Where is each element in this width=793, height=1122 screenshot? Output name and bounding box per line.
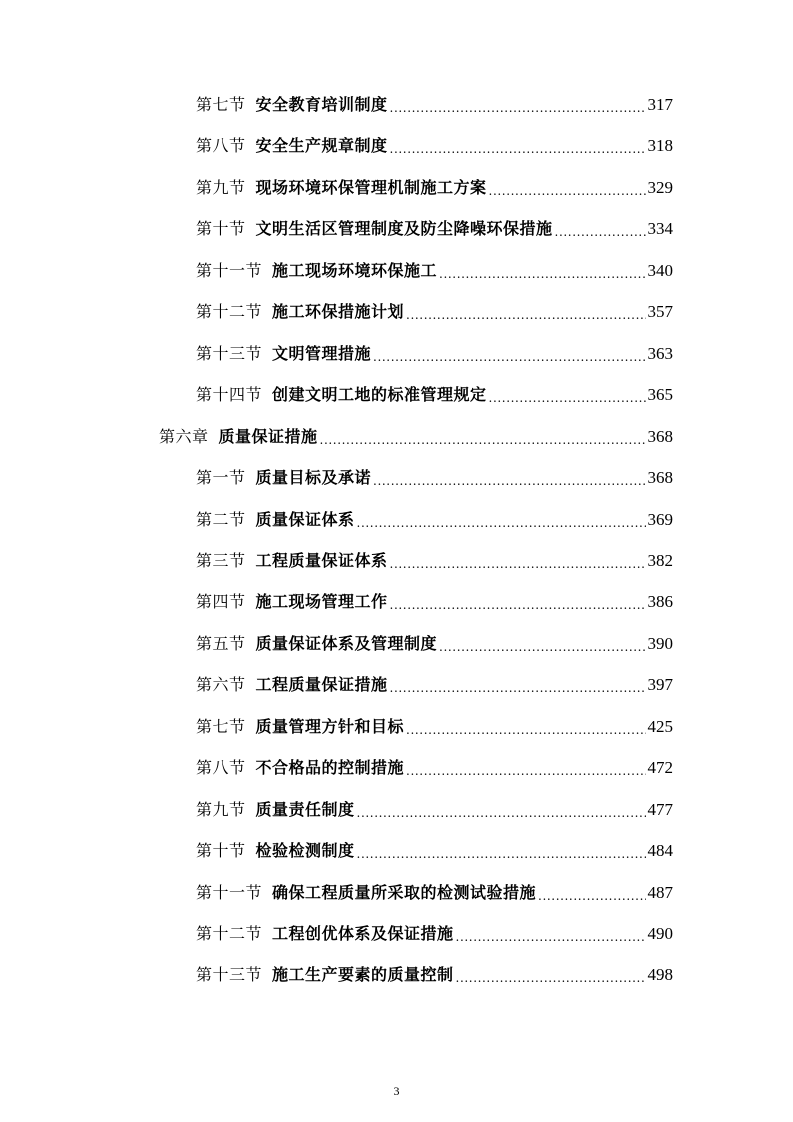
toc-entry[interactable] — [196, 214, 673, 244]
toc-entry[interactable] — [196, 256, 673, 286]
toc-leader-dots — [373, 339, 645, 369]
toc-leader-dots — [390, 90, 646, 120]
toc-entry-label — [196, 463, 371, 493]
toc-entry-prefix: 第一节 — [196, 468, 246, 488]
toc-entry-title: 确保工程质量所采取的检测试验措施 — [272, 882, 537, 902]
toc-leader-dots — [439, 256, 645, 286]
toc-entry-label — [196, 836, 355, 866]
toc-entry-title: 安全教育培训制度 — [255, 95, 388, 114]
toc-leader-dots — [390, 546, 646, 576]
toc-entry-title: 质量保证体系及管理制度 — [255, 633, 438, 653]
toc-entry-label — [159, 422, 318, 452]
toc-entry-page: 340 — [647, 260, 673, 280]
toc-entry-prefix: 第八节 — [196, 136, 246, 156]
toc-leader-dots — [357, 505, 646, 535]
toc-entry[interactable] — [196, 670, 673, 700]
toc-entry-label — [196, 173, 487, 203]
toc-entry[interactable] — [196, 836, 673, 866]
toc-entry-page: 317 — [647, 95, 673, 114]
toc-leader-dots — [555, 214, 646, 244]
toc-entry-page: 363 — [647, 343, 673, 363]
toc-entry-prefix: 第九节 — [196, 799, 246, 819]
toc-leader-dots — [456, 919, 646, 949]
toc-leader-dots — [390, 131, 646, 161]
toc-entry-label — [196, 297, 404, 327]
toc-entry-label — [196, 214, 553, 244]
toc-entry-title: 质量保证体系 — [255, 509, 355, 529]
toc-entry-title: 质量管理方针和目标 — [255, 716, 405, 736]
toc-leader-dots — [489, 380, 646, 410]
toc-entry-prefix: 第十三节 — [196, 343, 263, 363]
toc-entry[interactable] — [196, 546, 673, 576]
toc-entry-label — [196, 505, 355, 535]
toc-entry-label — [196, 670, 388, 700]
toc-entry-title: 施工现场管理工作 — [255, 592, 388, 612]
toc-entry-prefix: 第七节 — [196, 95, 246, 114]
toc-leader-dots — [406, 712, 645, 742]
toc-leader-dots — [538, 878, 645, 908]
toc-entry[interactable] — [196, 587, 673, 617]
toc-entry-label — [196, 587, 388, 617]
toc-entry[interactable] — [196, 505, 673, 535]
toc-entry-page: 498 — [647, 965, 673, 985]
toc-entry-page: 334 — [647, 219, 673, 239]
toc-entry-title: 不合格品的控制措施 — [255, 758, 405, 778]
toc-entry-label — [196, 919, 454, 949]
toc-entry[interactable] — [196, 795, 673, 825]
toc-entry[interactable] — [196, 90, 673, 120]
toc-entry[interactable] — [196, 463, 673, 493]
toc-entry[interactable] — [196, 131, 673, 161]
toc-entry-title: 施工现场环境环保施工 — [272, 260, 438, 280]
toc-chapter-entry[interactable] — [159, 422, 673, 452]
toc-entry-label — [196, 878, 536, 908]
toc-leader-dots — [357, 836, 646, 866]
toc-entry-title: 质量保证措施 — [218, 426, 318, 446]
toc-entry-prefix: 第十节 — [196, 841, 246, 861]
page-number: 3 — [393, 1084, 400, 1098]
toc-leader-dots — [406, 753, 645, 783]
toc-entry-prefix: 第十四节 — [196, 385, 263, 405]
toc-leader-dots — [390, 587, 646, 617]
toc-entry-prefix: 第十二节 — [196, 924, 263, 943]
toc-entry-page: 365 — [647, 385, 673, 405]
toc-entry[interactable] — [196, 919, 673, 949]
toc-entry-page: 369 — [647, 509, 673, 529]
toc-entry-title: 质量责任制度 — [255, 799, 355, 819]
toc-leader-dots — [357, 795, 646, 825]
toc-entry-label — [196, 753, 404, 783]
toc-leader-dots — [390, 670, 646, 700]
toc-entry-prefix: 第五节 — [196, 633, 246, 653]
toc-entry-prefix: 第十节 — [196, 219, 246, 239]
toc-entry[interactable] — [196, 753, 673, 783]
toc-entry-title: 施工生产要素的质量控制 — [272, 965, 454, 985]
toc-entry-label — [196, 90, 388, 120]
toc-entry-label — [196, 131, 388, 161]
toc-entry-page: 487 — [647, 882, 673, 902]
toc-leader-dots — [373, 463, 645, 493]
toc-entry-title: 文明生活区管理制度及防尘降噪环保措施 — [255, 219, 553, 239]
toc-entry-label — [196, 380, 487, 410]
toc-entry-title: 文明管理措施 — [272, 343, 372, 363]
toc-entry-page: 386 — [647, 592, 673, 612]
toc-entry-title: 施工环保措施计划 — [272, 302, 405, 322]
toc-entry[interactable] — [196, 629, 673, 659]
toc-entry-prefix: 第二节 — [196, 509, 246, 529]
toc-entry-page: 368 — [647, 426, 673, 446]
toc-entry-page: 490 — [647, 924, 673, 943]
toc-entry-prefix: 第四节 — [196, 592, 246, 612]
toc-entry-title: 现场环境环保管理机制施工方案 — [255, 177, 487, 197]
toc-entry-title: 质量目标及承诺 — [255, 468, 372, 488]
toc-entry-page: 382 — [647, 550, 673, 570]
toc-entry-title: 创建文明工地的标准管理规定 — [272, 385, 487, 405]
toc-entry-label — [196, 960, 454, 990]
toc-entry-prefix: 第六章 — [159, 426, 209, 446]
toc-entry-prefix: 第十三节 — [196, 965, 263, 985]
toc-entry-page: 472 — [647, 758, 673, 778]
toc-entry-page: 390 — [647, 633, 673, 653]
toc-entry-prefix: 第十一节 — [196, 882, 263, 902]
toc-entry-label — [196, 339, 371, 369]
toc-entry-prefix: 第三节 — [196, 550, 246, 570]
toc-entry-label — [196, 795, 355, 825]
toc-entry[interactable] — [196, 878, 673, 908]
toc-entry-prefix: 第十二节 — [196, 302, 263, 322]
toc-entry[interactable] — [196, 339, 673, 369]
toc-entry-page: 484 — [647, 841, 673, 861]
toc-entry-title: 工程创优体系及保证措施 — [272, 924, 454, 943]
toc-entry[interactable] — [196, 173, 673, 203]
toc-entry[interactable] — [196, 960, 673, 990]
toc-entry-prefix: 第十一节 — [196, 260, 263, 280]
toc-entry-prefix: 第八节 — [196, 758, 246, 778]
toc-entry-label — [196, 629, 437, 659]
toc-entry-label — [196, 256, 437, 286]
toc-entry-prefix: 第六节 — [196, 675, 246, 695]
toc-entry[interactable] — [196, 380, 673, 410]
toc-entry-label — [196, 712, 404, 742]
toc-entry-page: 318 — [647, 136, 673, 156]
toc-entry[interactable] — [196, 297, 673, 327]
toc-entry-page: 477 — [647, 799, 673, 819]
toc-entry-title: 安全生产规章制度 — [255, 136, 388, 156]
toc-entry-page: 329 — [647, 177, 673, 197]
toc-entry-page: 397 — [647, 675, 673, 695]
toc-leader-dots — [456, 960, 646, 990]
toc-entry-title: 检验检测制度 — [255, 841, 355, 861]
toc-entry-page: 425 — [647, 716, 673, 736]
toc-leader-dots — [406, 297, 645, 327]
toc-leader-dots — [439, 629, 645, 659]
toc-entry-prefix: 第七节 — [196, 716, 246, 736]
toc-entry[interactable] — [196, 712, 673, 742]
toc-entry-page: 357 — [647, 302, 673, 322]
toc-entry-prefix: 第九节 — [196, 177, 246, 197]
toc-leader-dots — [489, 173, 646, 203]
toc-entry-page: 368 — [647, 468, 673, 488]
toc-entry-title: 工程质量保证措施 — [255, 675, 388, 695]
toc-entry-title: 工程质量保证体系 — [255, 550, 388, 570]
toc-entry-label — [196, 546, 388, 576]
toc-leader-dots — [320, 422, 646, 452]
